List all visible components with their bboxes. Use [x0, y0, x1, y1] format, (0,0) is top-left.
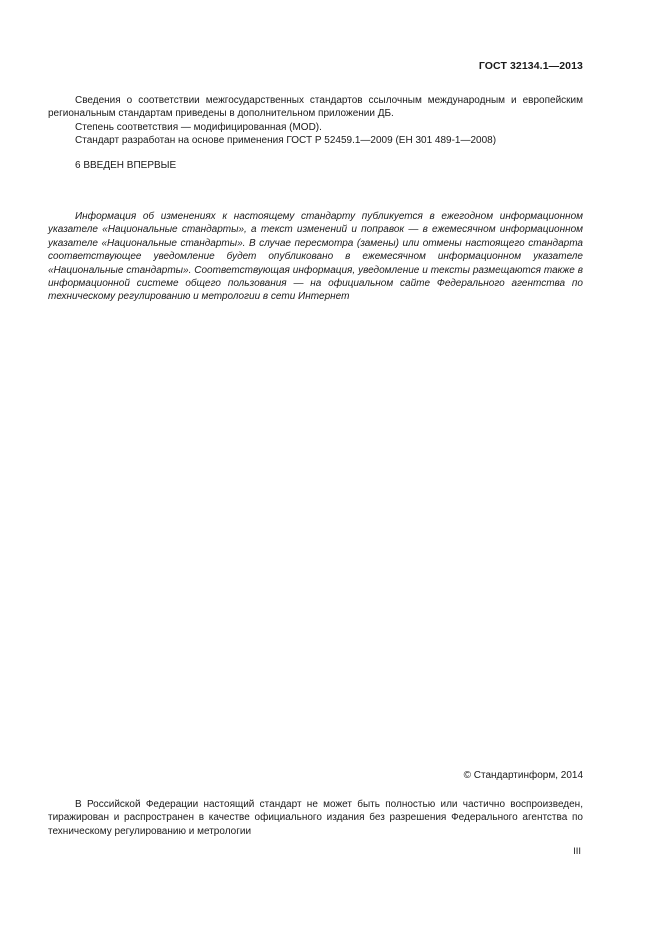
rights-notice-block — [48, 798, 583, 838]
document-id-header: ГОСТ 32134.1—2013 — [478, 60, 583, 72]
standards-info-block — [48, 94, 583, 148]
rights-notice-paragraph: В Российской Федерации настоящий стандарт не может быть полностью или частично воспроизведен, тиражирован и распространен в качестве официального издания без разрешения Федерального агентства по техническому регулированию и метрологии — [48, 799, 583, 837]
section-6-text: 6 ВВЕДЕН ВПЕРВЫЕ — [75, 160, 177, 171]
development-basis-paragraph: Стандарт разработан на основе применения ГОСТ Р 52459.1—2009 (ЕН 301 489-1—2008) — [75, 135, 497, 147]
updates-info-paragraph: Информация об изменениях к настоящему стандарту публикуется в ежегодном информационном указателе «Национальные стандарты», а текст изменений и поправок — в ежемесячном информационном указателе «Национальные стандарты». В случае пересмотра (замены) или отмены настоящего стандарта соответствующее уведомление будет опубликовано в ежемесячном информационном указателе «Национальные стандарты». Соответствующая информация, уведомление и тексты размещаются также в информационной системе общего пользования — на официальном сайте Федерального агентства по техническому регулированию и метрологии в сети Интернет — [48, 211, 583, 303]
copyright-line: © Стандартинформ, 2014 — [463, 770, 583, 781]
section-6-block — [48, 159, 583, 172]
conformity-degree-paragraph: Степень соответствия — модифицированная (MOD). — [75, 121, 322, 133]
page-number: III — [573, 846, 581, 857]
updates-info-block — [48, 210, 583, 304]
compliance-info-paragraph: Сведения о соответствии межгосударственных стандартов ссылочным международным и европейским региональным стандартам приведены в дополнительном приложении ДБ. — [48, 95, 583, 120]
